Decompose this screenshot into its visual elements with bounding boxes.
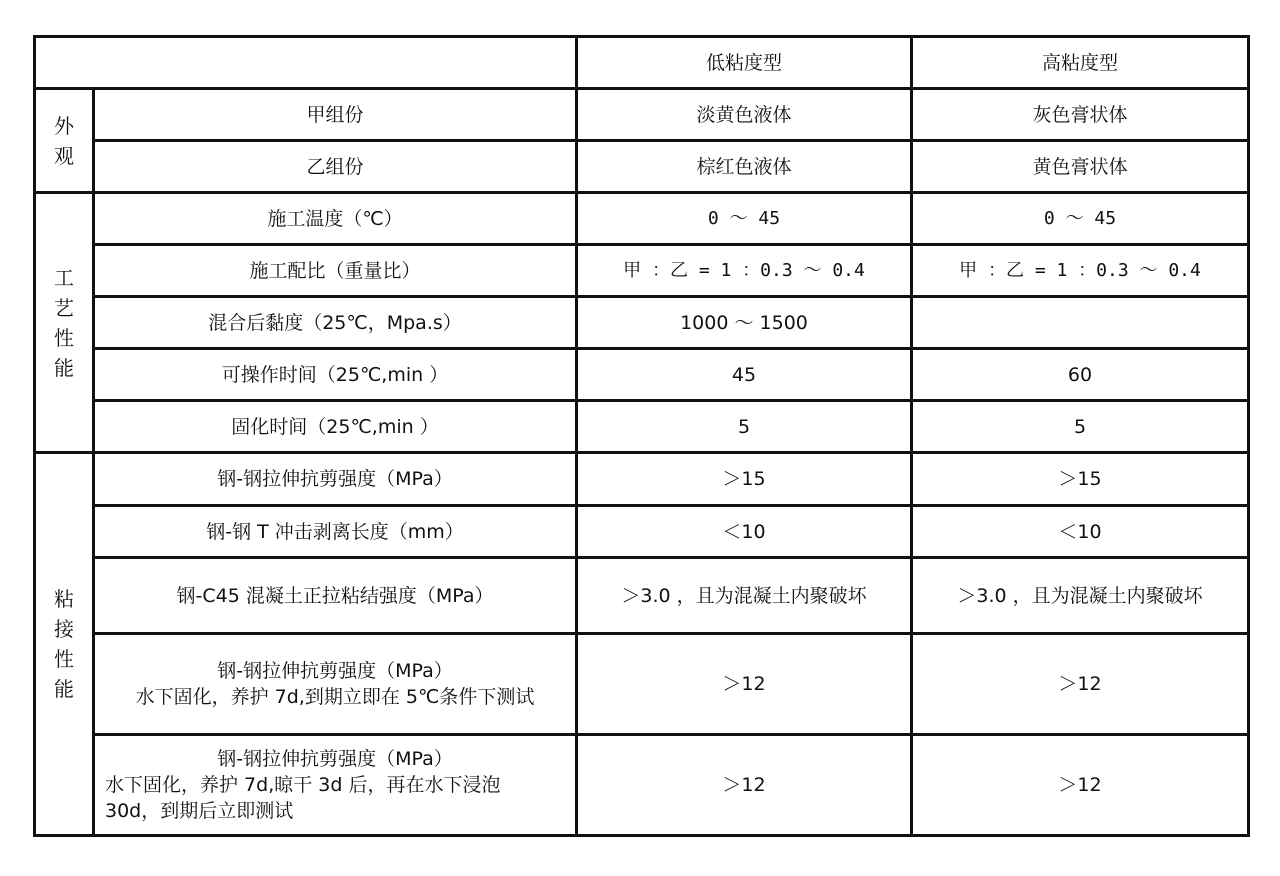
row-low-value: ＞15 bbox=[577, 453, 912, 506]
row-high-value: 灰色膏状体 bbox=[912, 89, 1249, 141]
table-row bbox=[35, 245, 1249, 297]
row-item: 施工温度（℃） bbox=[94, 193, 577, 245]
row-item: 施工配比（重量比） bbox=[94, 245, 577, 297]
row-high-value: ＜10 bbox=[912, 506, 1249, 558]
row-high-value: 甲 ：乙 = 1 ：0.3 ～ 0.4 bbox=[912, 245, 1249, 297]
row-item: 甲组份 bbox=[94, 89, 577, 141]
row-high-value: ＞12 bbox=[912, 634, 1249, 735]
row-high-value: ＞15 bbox=[912, 453, 1249, 506]
row-low-value: 0 ～ 45 bbox=[577, 193, 912, 245]
row-low-value: 甲 ：乙 = 1 ：0.3 ～ 0.4 bbox=[577, 245, 912, 297]
table-row bbox=[35, 141, 1249, 193]
table-row bbox=[35, 735, 1249, 836]
row-low-value: 1000 ～ 1500 bbox=[577, 297, 912, 349]
row-item: 钢-C45 混凝土正拉粘结强度（MPa） bbox=[94, 558, 577, 634]
row-item: 乙组份 bbox=[94, 141, 577, 193]
row-high-value: 5 bbox=[912, 401, 1249, 453]
table-row bbox=[35, 453, 1249, 506]
row-low-value: 棕红色液体 bbox=[577, 141, 912, 193]
properties-table bbox=[33, 35, 1250, 837]
table-row bbox=[35, 193, 1249, 245]
row-high-value: ＞12 bbox=[912, 735, 1249, 836]
header-high-viscosity: 高粘度型 bbox=[912, 37, 1249, 89]
group-label-process: 工 艺 性 能 bbox=[35, 193, 94, 453]
row-item-multiline bbox=[94, 735, 577, 836]
row-high-value: ＞3.0 ，且为混凝土内聚破坏 bbox=[912, 558, 1249, 634]
table-row bbox=[35, 634, 1249, 735]
table-row bbox=[35, 89, 1249, 141]
row-low-value: 淡黄色液体 bbox=[577, 89, 912, 141]
table-row bbox=[35, 558, 1249, 634]
row-item: 可操作时间（25℃,min ） bbox=[94, 349, 577, 401]
row-item-line: 水下固化，养护 7d,到期立即在 5℃条件下测试 bbox=[135, 686, 535, 708]
row-high-value bbox=[912, 297, 1249, 349]
row-high-value: 黄色膏状体 bbox=[912, 141, 1249, 193]
header-corner-cell bbox=[35, 37, 577, 89]
row-item-line: 钢-钢拉伸抗剪强度（MPa） bbox=[217, 748, 453, 770]
row-high-value: 60 bbox=[912, 349, 1249, 401]
row-item-multiline bbox=[94, 634, 577, 735]
table-row bbox=[35, 349, 1249, 401]
header-low-viscosity: 低粘度型 bbox=[577, 37, 912, 89]
row-item-line: 钢-钢拉伸抗剪强度（MPa） bbox=[217, 660, 453, 682]
row-item: 钢-钢拉伸抗剪强度（MPa） bbox=[94, 453, 577, 506]
row-item-line: 水下固化，养护 7d,晾干 3d 后，再在水下浸泡 bbox=[105, 774, 501, 796]
table-row bbox=[35, 297, 1249, 349]
row-low-value: ＞12 bbox=[577, 735, 912, 836]
row-low-value: ＞3.0 ，且为混凝土内聚破坏 bbox=[577, 558, 912, 634]
row-item: 混合后黏度（25℃，Mpa.s） bbox=[94, 297, 577, 349]
table-row bbox=[35, 401, 1249, 453]
row-high-value: 0 ～ 45 bbox=[912, 193, 1249, 245]
header-row bbox=[35, 37, 1249, 89]
row-item: 固化时间（25℃,min ） bbox=[94, 401, 577, 453]
row-low-value: 5 bbox=[577, 401, 912, 453]
group-label-appearance: 外 观 bbox=[35, 89, 94, 193]
row-item-line: 30d，到期后立即测试 bbox=[105, 800, 294, 822]
table-row bbox=[35, 506, 1249, 558]
row-low-value: ＞12 bbox=[577, 634, 912, 735]
row-item: 钢-钢 T 冲击剥离长度（mm） bbox=[94, 506, 577, 558]
group-label-adhesion: 粘 接 性 能 bbox=[35, 453, 94, 836]
row-low-value: ＜10 bbox=[577, 506, 912, 558]
row-low-value: 45 bbox=[577, 349, 912, 401]
